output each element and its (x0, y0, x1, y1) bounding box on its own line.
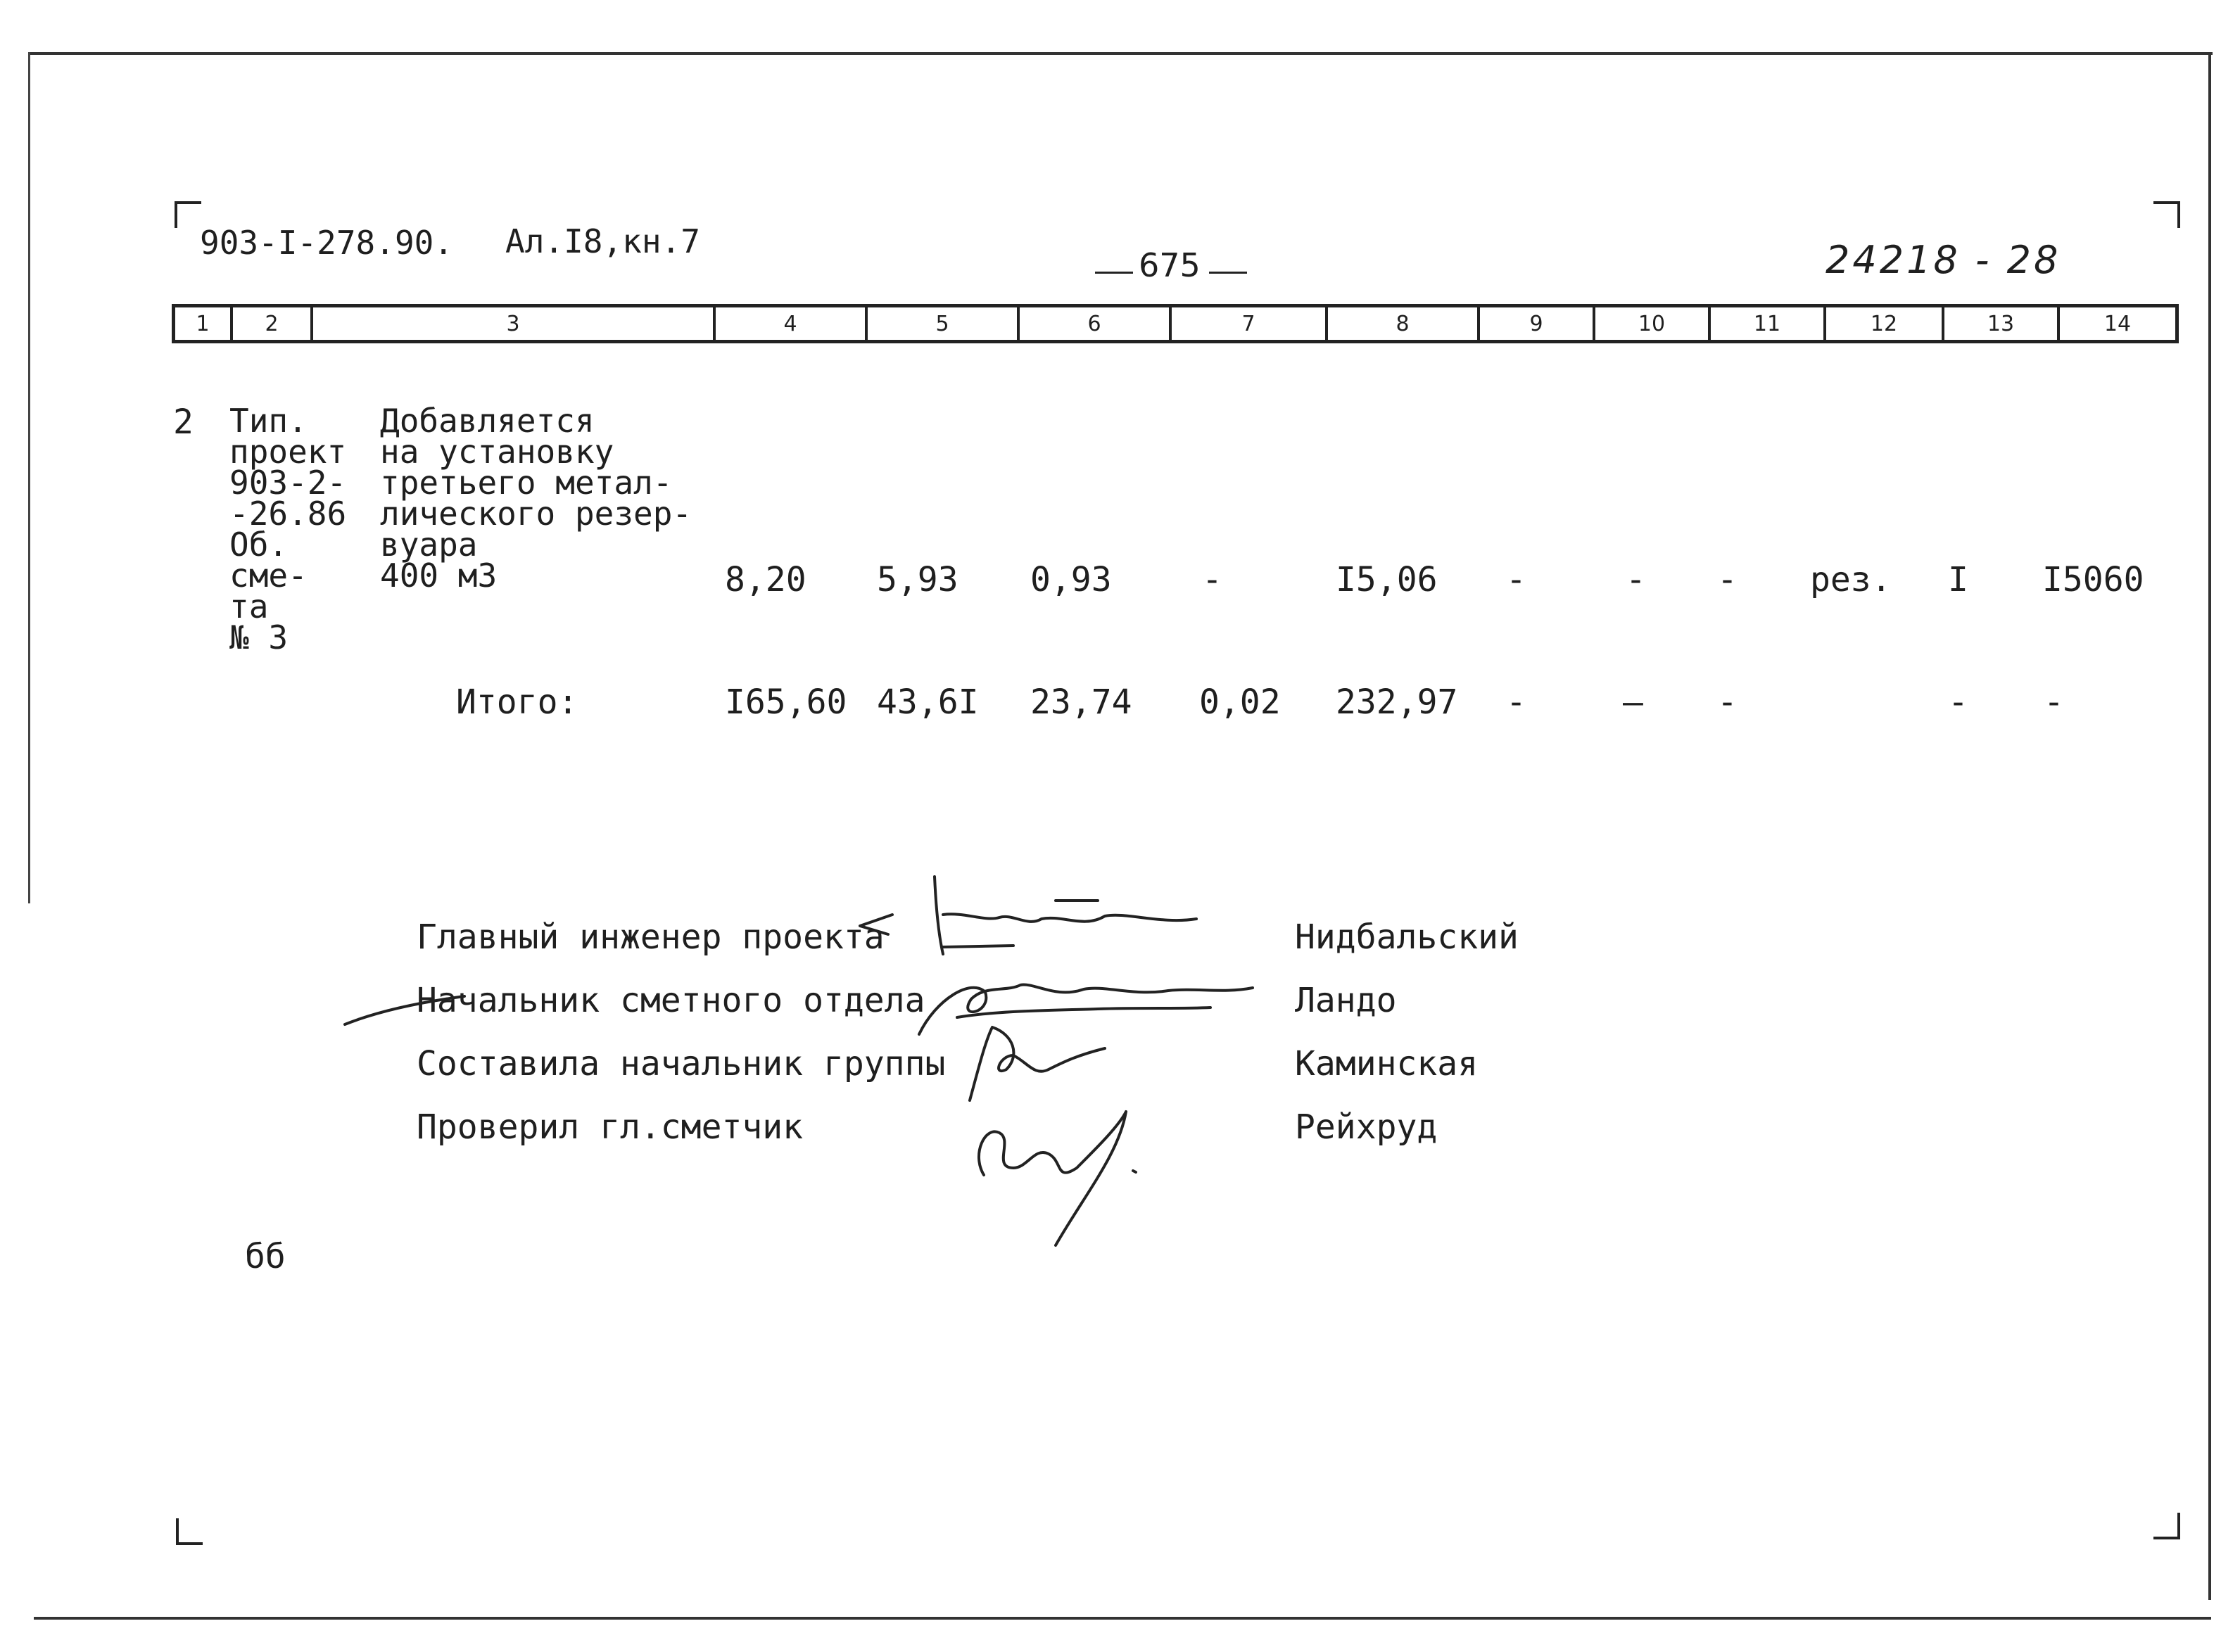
total-value-col10: — (1623, 682, 1643, 722)
row-value-col13: I (1948, 560, 1968, 599)
signature-name: Нидбальский (1295, 917, 1519, 957)
description-line: третьего метал- (380, 464, 673, 502)
column-number: 2 (233, 307, 313, 340)
source-line: проект (229, 433, 347, 471)
signature-name: Рейхруд (1295, 1107, 1438, 1147)
total-value-col13: - (1948, 682, 1968, 722)
total-value-col11: - (1717, 682, 1738, 722)
column-number: 7 (1172, 307, 1328, 340)
page-number: 675 (1139, 246, 1201, 284)
source-line: та (229, 587, 269, 625)
column-number: 4 (716, 307, 868, 340)
row-value-col14: I5060 (2042, 560, 2144, 599)
signature-role: Главный инженер проекта (417, 917, 885, 957)
column-number: 9 (1480, 307, 1595, 340)
source-line: Тип. (229, 402, 308, 440)
column-number: 3 (313, 307, 716, 340)
row-value-col8: I5,06 (1336, 560, 1438, 599)
source-line: Об. (229, 526, 289, 564)
column-number: 5 (868, 307, 1020, 340)
row-value-col4: 8,20 (725, 560, 806, 599)
row-value-col6: 0,93 (1030, 560, 1112, 599)
column-number: 8 (1328, 307, 1480, 340)
signature-name: Каминская (1295, 1044, 1479, 1084)
total-value-col8: 232,97 (1336, 682, 1458, 722)
column-number: 1 (175, 307, 233, 340)
row-number: 2 (173, 402, 194, 442)
total-value-col4: I65,60 (725, 682, 847, 722)
total-value-col9: - (1506, 682, 1526, 722)
source-line: № 3 (229, 618, 289, 656)
row-value-col9: - (1506, 560, 1526, 599)
source-line: 903-2- (229, 464, 347, 502)
handwritten-number: 24218 - 28 (1825, 238, 2061, 282)
source-line: -26.86 (229, 495, 347, 533)
column-number: 12 (1826, 307, 1944, 340)
row-value-col11: - (1717, 560, 1738, 599)
total-value-col14: - (2044, 682, 2064, 722)
description-line: вуара (380, 526, 478, 564)
column-number: 11 (1711, 307, 1826, 340)
total-value-col7: 0,02 (1199, 682, 1281, 722)
signature-name: Ландо (1295, 981, 1397, 1020)
row-value-col7: - (1202, 560, 1222, 599)
source-line: сме- (229, 557, 308, 595)
row-value-col10: - (1626, 560, 1646, 599)
description-line: Добавляется (380, 402, 595, 440)
footer-mark: бб (245, 1237, 286, 1276)
total-label: Итого: (456, 682, 578, 722)
row-value-col5: 5,93 (877, 560, 958, 599)
column-number: 6 (1020, 307, 1172, 340)
total-value-col6: 23,74 (1030, 682, 1132, 722)
description-line: на установку (380, 433, 614, 471)
description-line: лического резер- (380, 495, 692, 533)
column-number: 10 (1595, 307, 1711, 340)
column-number: 14 (2103, 311, 2132, 336)
signature-role: Составила начальник группы (417, 1044, 946, 1084)
column-number: 13 (1944, 307, 2060, 340)
description-line: 400 м3 (380, 557, 498, 595)
row-value-col12: рез. (1810, 560, 1892, 599)
signature-role: Проверил гл.сметчик (417, 1107, 804, 1147)
signature-role: Начальник сметного отдела (417, 981, 925, 1020)
doc-code: 903-I-278.90. (200, 224, 454, 262)
total-value-col5: 43,6I (877, 682, 979, 722)
sheet-ref: Ал.I8,кн.7 (505, 222, 700, 260)
